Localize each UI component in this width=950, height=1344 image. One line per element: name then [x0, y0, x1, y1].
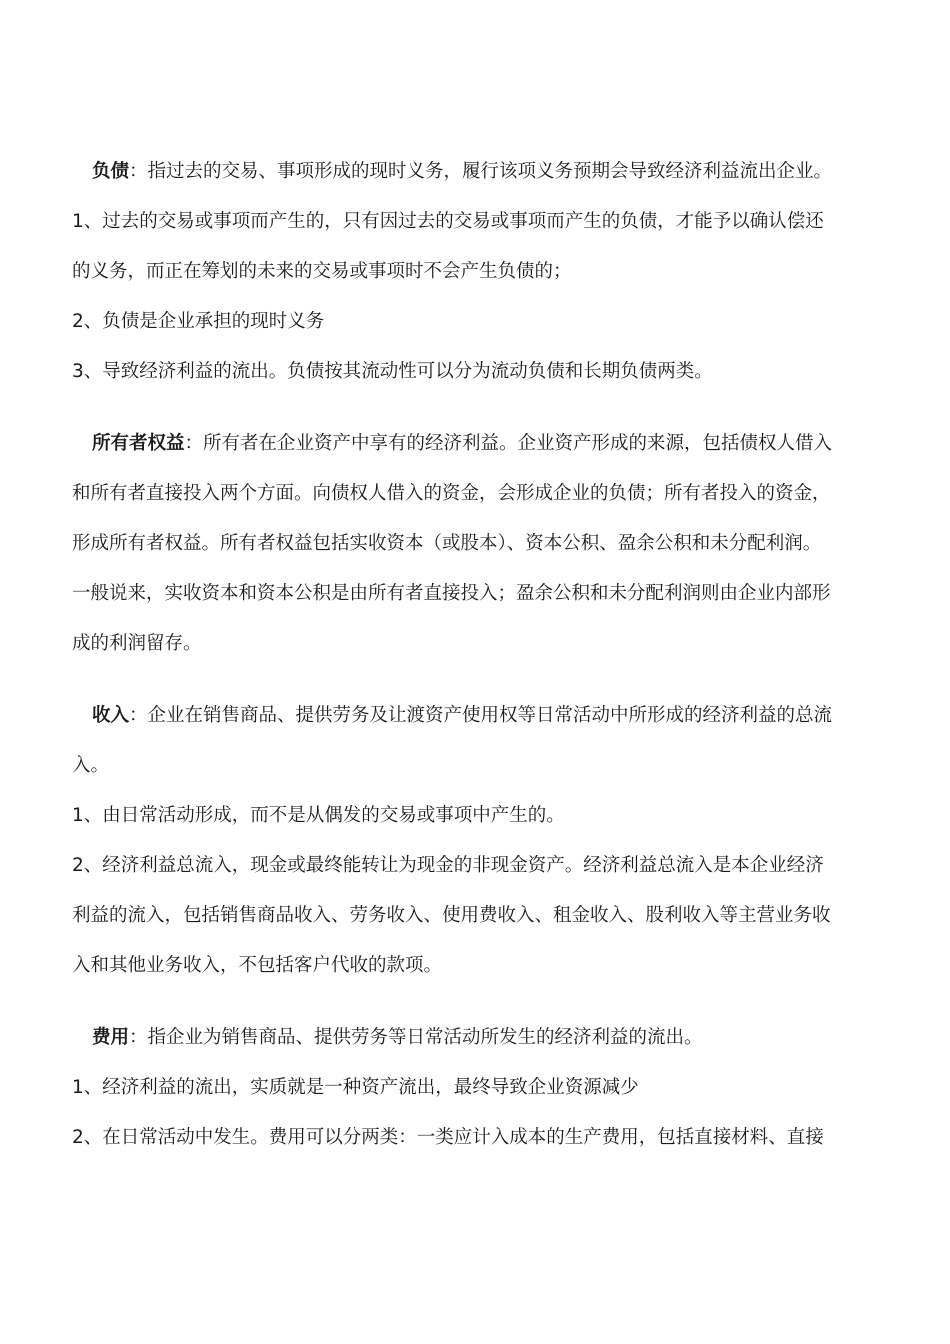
body-line: 入。 [72, 755, 110, 776]
term-label: 所有者权益 [92, 433, 185, 454]
term-separator: ： [184, 433, 204, 454]
body-line: 3、导致经济利益的流出。负债按其流动性可以分为流动负债和长期负债两类。 [72, 361, 713, 382]
section-gap [72, 991, 872, 1013]
section-expenses [72, 1013, 872, 1163]
body-line: 和所有者直接投入两个方面。向债权人借入的资金，会形成企业的负债；所有者投入的资金， [72, 483, 831, 504]
body-line: 1、过去的交易或事项而产生的，只有因过去的交易或事项而产生的负债，才能予以确认偿还 [72, 211, 824, 232]
body-line: 的义务，而正在筹划的未来的交易或事项时不会产生负债的； [72, 261, 572, 282]
definition-line [72, 147, 872, 197]
body-line: 2、在日常活动中发生。费用可以分两类：一类应计入成本的生产费用，包括直接材料、直接 [72, 1127, 824, 1148]
definition-line [72, 691, 872, 741]
body-line: 入和其他业务收入，不包括客户代收的款项。 [72, 955, 443, 976]
term-separator: ： [129, 161, 148, 182]
definition-line [72, 419, 872, 469]
body-line: 1、经济利益的流出，实质就是一种资产流出，最终导致企业资源减少 [72, 1077, 639, 1098]
definition-text: 指企业为销售商品、提供劳务等日常活动所发生的经济利益的流出。 [147, 1027, 703, 1048]
term-label: 收入 [92, 705, 130, 726]
body-line: 成的利润留存。 [72, 633, 202, 654]
document-body [72, 147, 872, 1163]
body-line: 利益的流入，包括销售商品收入、劳务收入、使用费收入、租金收入、股利收入等主营业务收 [72, 905, 831, 926]
body-line: 2、经济利益总流入，现金或最终能转让为现金的非现金资产。经济利益总流入是本企业经济 [72, 855, 824, 876]
term-label: 负债 [92, 161, 130, 182]
term-label: 费用 [92, 1027, 130, 1048]
term-separator: ： [129, 705, 148, 726]
body-line: 1、由日常活动形成，而不是从偶发的交易或事项中产生的。 [72, 805, 565, 826]
body-line: 2、负债是企业承担的现时义务 [72, 311, 325, 332]
definition-text: 所有者在企业资产中享有的经济利益。企业资产形成的来源，包括债权人借入 [203, 433, 833, 454]
section-gap [72, 397, 872, 419]
body-line: 一般说来，实收资本和资本公积是由所有者直接投入；盈余公积和未分配利润则由企业内部形 [72, 583, 831, 604]
definition-line [72, 1013, 872, 1063]
section-revenue [72, 691, 872, 991]
term-separator: ： [129, 1027, 148, 1048]
definition-text: 企业在销售商品、提供劳务及让渡资产使用权等日常活动中所形成的经济利益的总流 [147, 705, 833, 726]
section-liabilities [72, 147, 872, 397]
body-line: 形成所有者权益。所有者权益包括实收资本（或股本）、资本公积、盈余公积和未分配利润。 [72, 533, 822, 554]
section-gap [72, 669, 872, 691]
definition-text: 指过去的交易、事项形成的现时义务，履行该项义务预期会导致经济利益流出企业。 [147, 161, 833, 182]
section-owners-equity [72, 419, 872, 669]
